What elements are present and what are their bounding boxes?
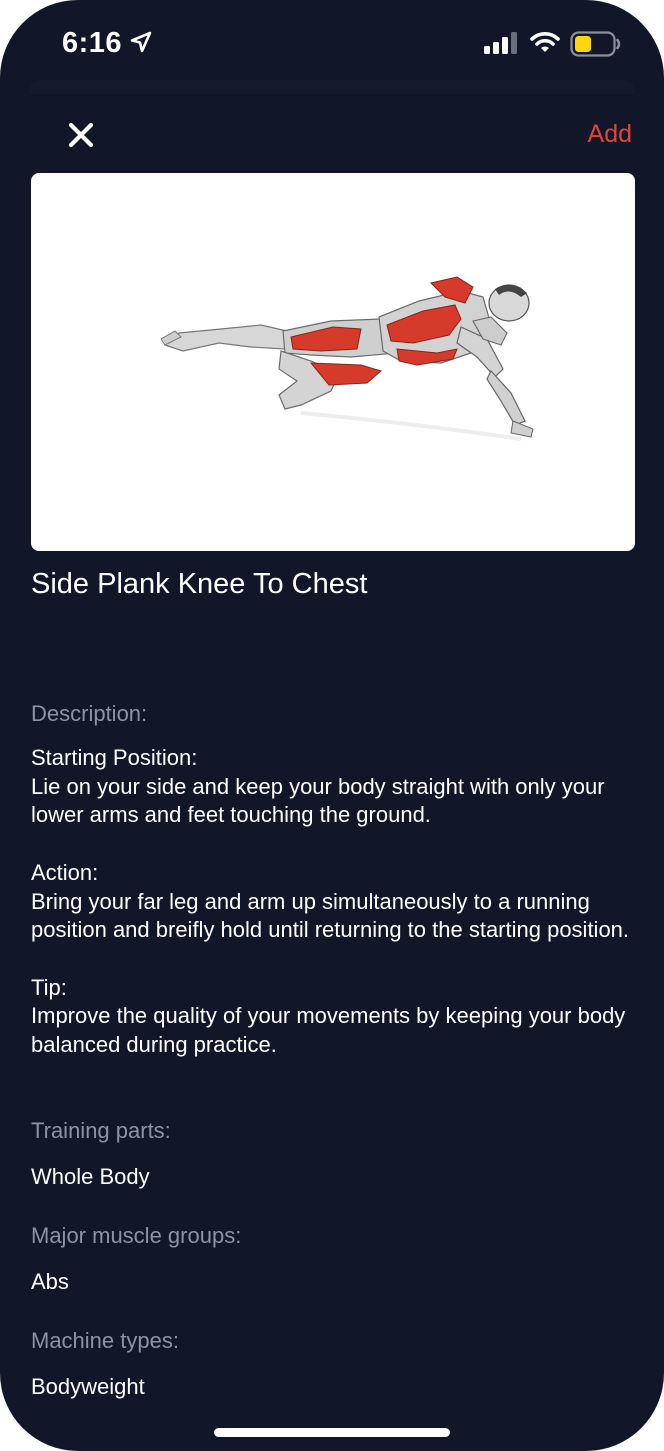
battery-low-icon (570, 31, 622, 57)
training-parts-label: Training parts: (31, 1118, 171, 1143)
status-bar (0, 0, 664, 80)
description-label: Description: (31, 701, 148, 726)
muscle-groups-value: Abs (31, 1269, 69, 1294)
muscle-groups-label: Major muscle groups: (31, 1223, 242, 1248)
machine-types-label: Machine types: (31, 1328, 179, 1353)
close-icon[interactable] (66, 120, 96, 150)
training-parts-value: Whole Body (31, 1164, 150, 1189)
exercise-title: Side Plank Knee To Chest (31, 568, 368, 600)
sheet-top-edge (30, 80, 634, 94)
description-text: Starting Position: Lie on your side and keep your body straight with only your lower arms and feet touching the ground. Action: Bring your far leg and arm up simultaneously to a running position and breifly hold until returning to the starting position. Tip: Improve the quality of your movements by keeping your body balanced during practice. (31, 745, 630, 1058)
wifi-icon (530, 30, 560, 54)
add-button[interactable]: Add (587, 120, 632, 148)
location-arrow-icon (130, 31, 152, 53)
machine-types-value: Bodyweight (31, 1374, 145, 1399)
status-time: 6:16 (62, 27, 123, 59)
home-indicator[interactable] (214, 1428, 450, 1437)
cellular-signal-icon (484, 32, 520, 54)
exercise-image (31, 173, 635, 551)
side-plank-illustration (161, 273, 541, 463)
